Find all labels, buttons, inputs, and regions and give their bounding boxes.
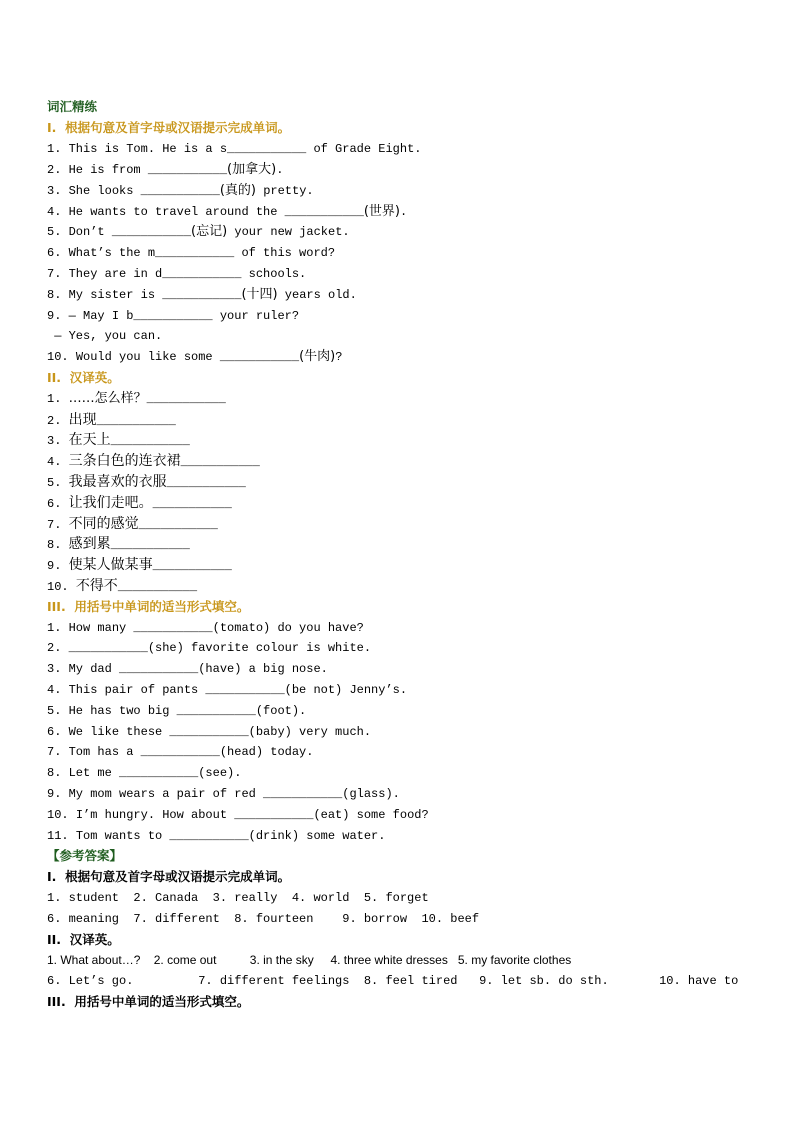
answers-sec1-line-2: 6. meaning 7. different 8. fourteen 9. borrow 10. beef — [47, 912, 480, 926]
sec1-item-3: 3. She looks ___________(真的) pretty. — [47, 183, 314, 198]
sec2-item-4: 4. 三条白色的连衣裙___________ — [47, 453, 260, 469]
sec2-item-3: 3. 在天上___________ — [47, 432, 190, 448]
section-3-heading: III. 用括号中单词的适当形式填空。 — [47, 599, 250, 614]
answers-heading: 【参考答案】 — [47, 848, 123, 863]
section-1-heading: I. 根据句意及首字母或汉语提示完成单词。 — [47, 120, 291, 135]
sec3-item-1: 1. How many ___________(tomato) do you have? — [47, 621, 364, 635]
sec1-item-7: 7. They are in d___________ schools. — [47, 267, 307, 281]
sec1-item-2: 2. He is from ___________(加拿大). — [47, 162, 284, 177]
sec3-item-4: 4. This pair of pants ___________(be not) Jenny’s. — [47, 683, 408, 697]
answers-sec2-line-1: 1. What about…? 2. come out 3. in the sky 4. three white dresses 5. my favorite clothes — [47, 953, 572, 967]
sec3-item-11: 11. Tom wants to ___________(drink) some water. — [47, 829, 386, 843]
sec2-item-2: 2. 出现___________ — [47, 412, 176, 428]
sec1-item-8: 8. My sister is ___________(十四) years old. — [47, 287, 357, 302]
answers-sec2-line-2: 6. Let’s go. 7. different feelings 8. feel tired 9. let sb. do sth. 10. have to — [47, 974, 739, 988]
sec3-item-3: 3. My dad ___________(have) a big nose. — [47, 662, 328, 676]
sec1-item-5: 5. Don’t ___________(忘记) your new jacket. — [47, 224, 350, 239]
answers-sec2-heading: II. 汉译英。 — [47, 932, 120, 947]
sec2-item-10: 10. 不得不___________ — [47, 578, 198, 594]
sec2-item-5: 5. 我最喜欢的衣服___________ — [47, 474, 246, 490]
sec1-item-9-reply: — Yes, you can. — [47, 329, 163, 343]
sec2-item-9: 9. 使某人做某事___________ — [47, 557, 232, 573]
sec3-item-5: 5. He has two big ___________(foot). — [47, 704, 307, 718]
sec1-item-1: 1. This is Tom. He is a s___________ of Grade Eight. — [47, 142, 422, 156]
sec2-item-8: 8. 感到累___________ — [47, 536, 190, 552]
sec3-item-6: 6. We like these ___________(baby) very much. — [47, 725, 372, 739]
sec2-item-7: 7. 不同的感觉___________ — [47, 516, 218, 532]
page-title: 词汇精练 — [47, 99, 98, 114]
sec1-item-6: 6. What’s the m___________ of this word? — [47, 246, 336, 260]
sec1-item-10: 10. Would you like some ___________(牛肉)? — [47, 349, 343, 364]
sec3-item-10: 10. I’m hungry. How about ___________(eat) some food? — [47, 808, 429, 822]
sec3-item-7: 7. Tom has a ___________(head) today. — [47, 745, 314, 759]
sec3-item-9: 9. My mom wears a pair of red ___________(glass). — [47, 787, 400, 801]
sec1-item-4: 4. He wants to travel around the ___________(世界). — [47, 204, 408, 219]
sec3-item-2: 2. ___________(she) favorite colour is white. — [47, 641, 372, 655]
answers-sec3-heading: III. 用括号中单词的适当形式填空。 — [47, 994, 250, 1009]
sec3-item-8: 8. Let me ___________(see). — [47, 766, 242, 780]
sec2-item-1: 1. ……怎么样？___________ — [47, 391, 226, 406]
sec2-item-6: 6. 让我们走吧。___________ — [47, 495, 232, 511]
answers-sec1-heading: I. 根据句意及首字母或汉语提示完成单词。 — [47, 869, 291, 884]
section-2-heading: II. 汉译英。 — [47, 370, 120, 385]
answers-sec1-line-1: 1. student 2. Canada 3. really 4. world 5. forget — [47, 891, 429, 905]
sec1-item-9: 9. — May I b___________ your ruler? — [47, 309, 300, 323]
